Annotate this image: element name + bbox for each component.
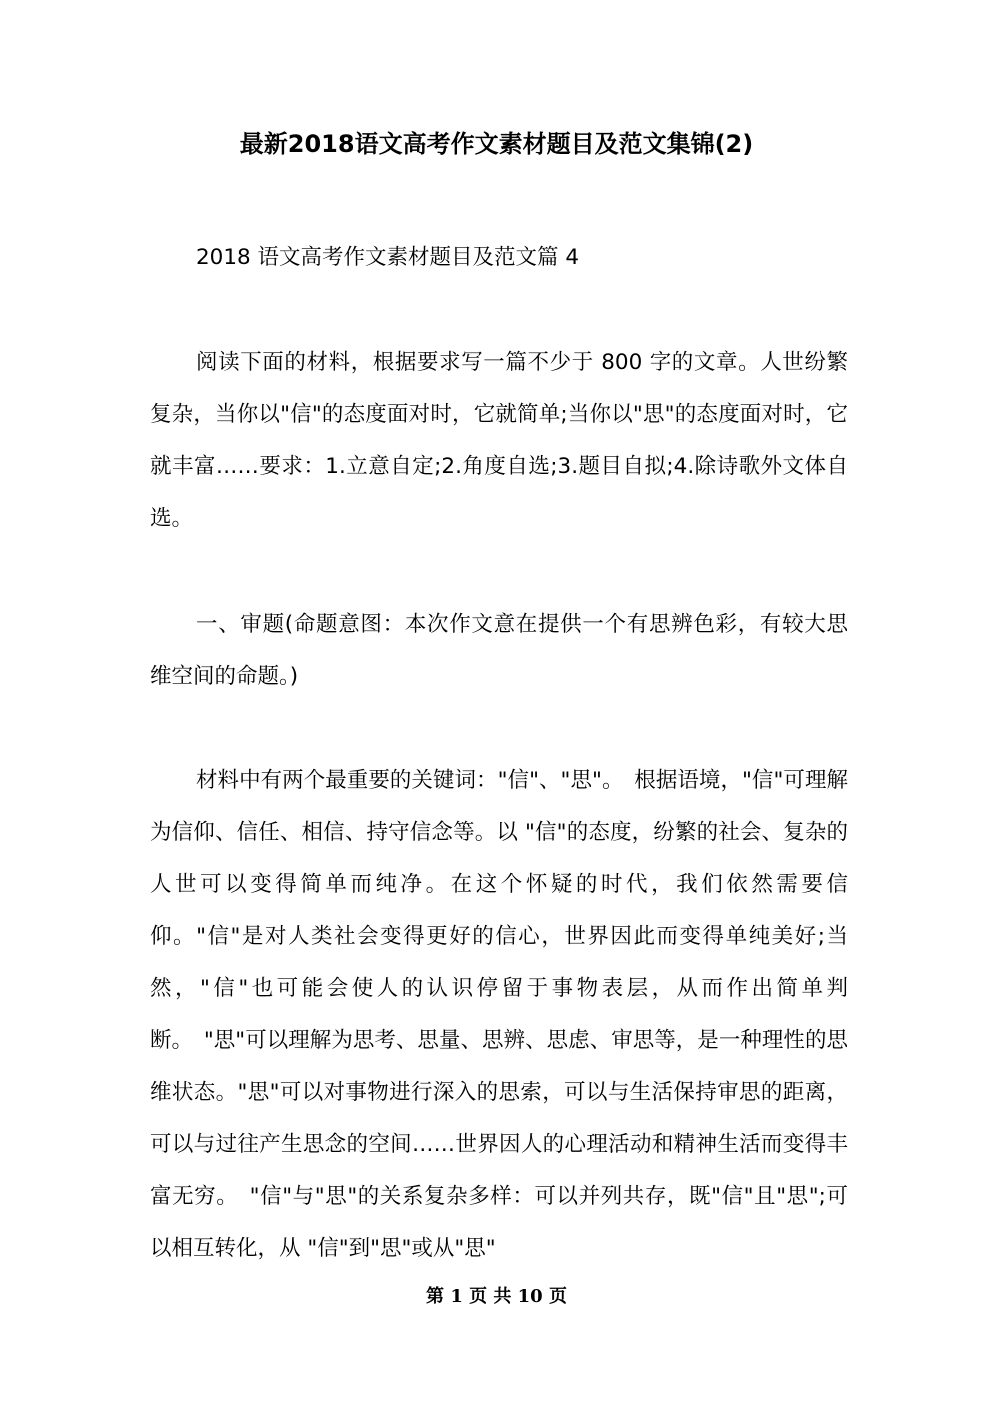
article-subtitle: 2018 语文高考作文素材题目及范文篇 4 <box>196 245 580 270</box>
page-number-footer: 第 1 页 共 10 页 <box>426 1286 567 1307</box>
review-paragraph: 一、审题(命题意图：本次作文意在提供一个有思辨色彩，有较大思维空间的命题。) <box>150 612 848 689</box>
document-title: 最新2018语文高考作文素材题目及范文集锦(2) <box>239 130 754 158</box>
material-paragraph: 阅读下面的材料，根据要求写一篇不少于 800 字的文章。人世纷繁复杂，当你以"信"的态度面对时，它就简单;当你以"思"的态度面对时，它就丰富……要求：1.立意自定;2.角度自选;3.题目自拟;4.除诗歌外文体自选。 <box>150 350 848 531</box>
analysis-paragraph: 材料中有两个最重要的关键词："信"、"思"。 根据语境，"信"可理解为信仰、信任、相信、持守信念等。以 "信"的态度，纷繁的社会、复杂的人世可以变得简单而纯净。在这个怀疑的时代，我们依然需要信仰。"信"是对人类社会变得更好的信心，世界因此而变得单纯美好;当然，"信"也可能会使人的认识停留于事物表层，从而作出简单判断。 "思"可以理解为思考、思量、思辨、思虑、审思等，是一种理性的思维状态。"思"可以对事物进行深入的思索，可以与生活保持审思的距离，可以与过往产生思念的空间……世界因人的心理活动和精神生活而变得丰富无穷。 "信"与"思"的关系复杂多样：可以并列共存，既"信"且"思";可以相互转化，从 "信"到"思"或从"思" <box>150 768 848 1261</box>
